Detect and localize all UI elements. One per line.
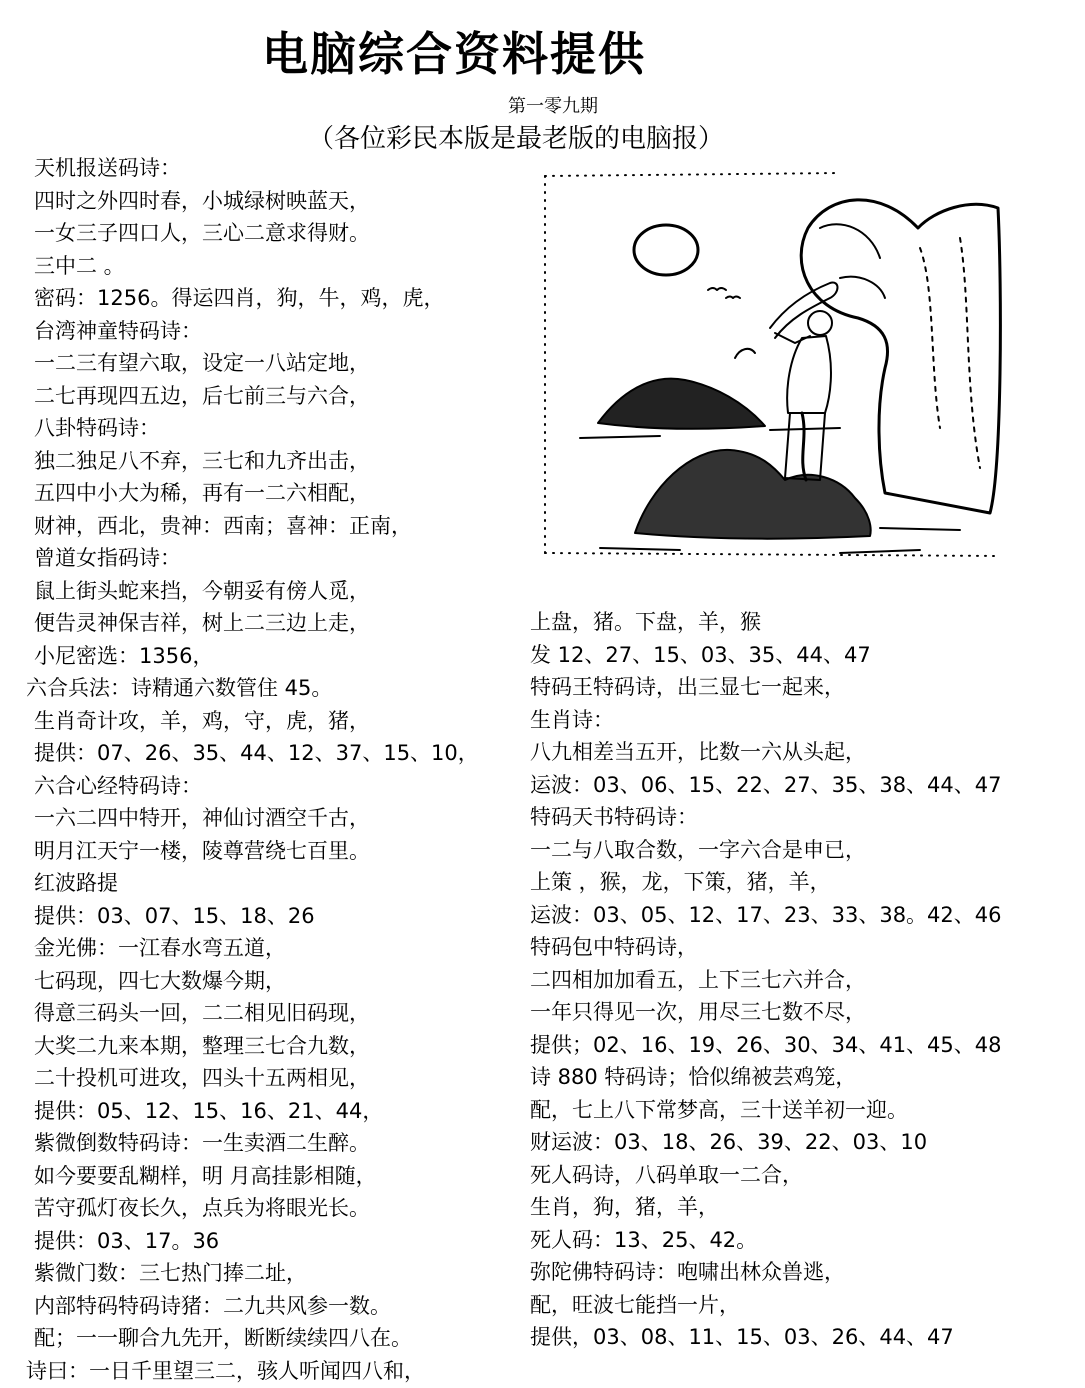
left-column-line: 四时之外四时春，小城绿树映蓝天，: [34, 188, 370, 213]
left-column-line: 大奖二九来本期，整理三七合九数，: [34, 1033, 370, 1058]
page-subtitle: （各位彩民本版是最老版的电脑报）: [308, 124, 725, 154]
left-column-line: 生肖奇计攻，羊，鸡，守，虎，猪，: [34, 708, 370, 733]
right-column-line: 特码王特码诗，出三显七一起来，: [530, 675, 845, 699]
left-column-line: 小尼密选：1356，: [34, 643, 214, 668]
right-column-line: 生肖诗：: [530, 707, 614, 732]
right-column-line: 上策 ，猴，龙，下策，猪，羊，: [530, 870, 831, 894]
left-column-line: 提供：07、26、35、44、12、37、15、10，: [34, 741, 479, 765]
right-column: [530, 606, 1050, 1354]
left-column-line: 密码：1256。得运四肖，狗，牛，鸡，虎，: [34, 286, 445, 310]
illustration-sun-cliff-figure: [540, 168, 1005, 578]
left-column-line: 八卦特码诗：: [34, 416, 160, 440]
right-column-line: 特码包中特码诗，: [530, 935, 698, 959]
right-column-line: 生肖，狗，猪，羊，: [530, 1195, 719, 1219]
right-column-line: 二四相加加看五，上下三七六并合，: [530, 967, 866, 992]
left-column-line: 红波路提: [34, 871, 118, 895]
left-column-line: 独二独足八不弃，三七和九齐出击，: [34, 448, 370, 473]
right-column-line: 死人码诗，八码单取一二合，: [530, 1162, 803, 1187]
right-column-line: 提供；02、16、19、26、30、34、41、45、48: [530, 1032, 1002, 1057]
left-column-line: 六合兵法：诗精通六数管住 45。: [26, 676, 333, 700]
right-column-line: 诗 880 特码诗；恰似绵被芸鸡笼，: [530, 1065, 857, 1089]
left-column-line: 紫微倒数特码诗：一生卖酒二生醉。: [34, 1131, 370, 1155]
front-rock: [635, 450, 871, 539]
left-column-line: 内部特码特码诗猪：二九共风参一数。: [34, 1293, 391, 1318]
cliff: [801, 200, 1000, 513]
left-column-line: 如今要要乱糊样，明 月高挂影相随，: [34, 1163, 377, 1188]
right-column-line: 运波：03、06、15、22、27、35、38、44、47: [530, 772, 1002, 797]
page-title: 电脑综合资料提供: [262, 27, 646, 81]
right-column-line: 配，旺波七能挡一片，: [530, 1292, 740, 1317]
left-column: [26, 152, 504, 1387]
left-column-line: 提供：03、17。36: [34, 1228, 220, 1253]
left-column-line: 一二三有望六取，设定一八站定地，: [34, 351, 370, 375]
sun-icon: [634, 225, 698, 275]
left-column-line: 提供：05、12、15、16、21、44，: [34, 1098, 384, 1123]
left-column-line: 苦守孤灯夜长久，点兵为将眼光长。: [34, 1196, 370, 1220]
left-column-line: 诗曰：一日千里望三二，骇人听闻四八和，: [26, 1358, 425, 1383]
left-column-line: 财神，西北，贵神：西南；喜神：正南，: [34, 513, 412, 538]
right-column-line: 一二与八取合数，一字六合是申已，: [530, 837, 866, 862]
left-column-line: 台湾神童特码诗：: [34, 318, 202, 343]
left-column-line: 曾道女指码诗：: [34, 546, 181, 570]
left-column-line: 五四中小大为稀，再有一二六相配，: [34, 481, 370, 505]
right-column-line: 弥陀佛特码诗：咆啸出林众兽逃，: [530, 1260, 845, 1284]
right-column-line: 运波：03、05、12、17、23、33、38。42、46: [530, 902, 1002, 927]
left-column-line: 七码现，四七大数爆今期，: [34, 968, 286, 993]
left-column-line: 配；一一聊合九先开，断断续续四八在。: [34, 1326, 412, 1350]
right-column-line: 死人码：13、25、42。: [530, 1227, 758, 1252]
left-column-line: 得意三码头一回，二二相见旧码现，: [34, 1001, 370, 1025]
left-column-line: 明月江天宁一楼，陵尊营绕七百里。: [34, 838, 370, 863]
small-island: [598, 379, 765, 429]
left-column-line: 便告灵神保吉祥，树上二三边上走，: [34, 611, 370, 635]
standing-figure: [735, 283, 838, 480]
right-column-line: 一年只得见一次，用尽三七数不尽，: [530, 1000, 866, 1024]
left-column-line: 紫微门数：三七热门捧二址，: [34, 1261, 307, 1285]
left-column-line: 鼠上街头蛇来挡，今朝妥有傍人觅，: [34, 578, 370, 603]
right-column-line: 财运波：03、18、26、39、22、03、10: [530, 1130, 928, 1154]
left-column-line: 二七再现四五边，后七前三与六合，: [34, 383, 370, 408]
right-column-line: 配，七上八下常梦高，三十送羊初一迎。: [530, 1097, 908, 1122]
left-column-line: 二十投机可进攻，四头十五两相见，: [34, 1066, 370, 1090]
left-column-line: 一女三子四口人，三心二意求得财。: [34, 221, 370, 245]
issue-number: 第一零九期: [508, 96, 598, 117]
right-column-line: 特码天书特码诗：: [530, 805, 698, 829]
left-column-line: 天机报送码诗：: [34, 156, 181, 180]
right-column-line: 提供，03、08、11、15、03、26、44、47: [530, 1325, 954, 1349]
left-column-line: 六合心经特码诗：: [34, 773, 202, 798]
right-column-line: 上盘，猪。下盘，羊，猴: [530, 610, 761, 634]
left-column-line: 三中二 。: [34, 253, 125, 278]
left-column-line: 一六二四中特开，神仙讨酒空千古，: [34, 806, 370, 830]
left-column-line: 提供：03、07、15、18、26: [34, 903, 315, 928]
left-column-line: 金光佛：一江春水弯五道，: [34, 936, 286, 960]
right-column-line: 八九相差当五开，比数一六从头起，: [530, 740, 866, 764]
right-column-line: 发 12、27、15、03、35、44、47: [530, 642, 871, 667]
